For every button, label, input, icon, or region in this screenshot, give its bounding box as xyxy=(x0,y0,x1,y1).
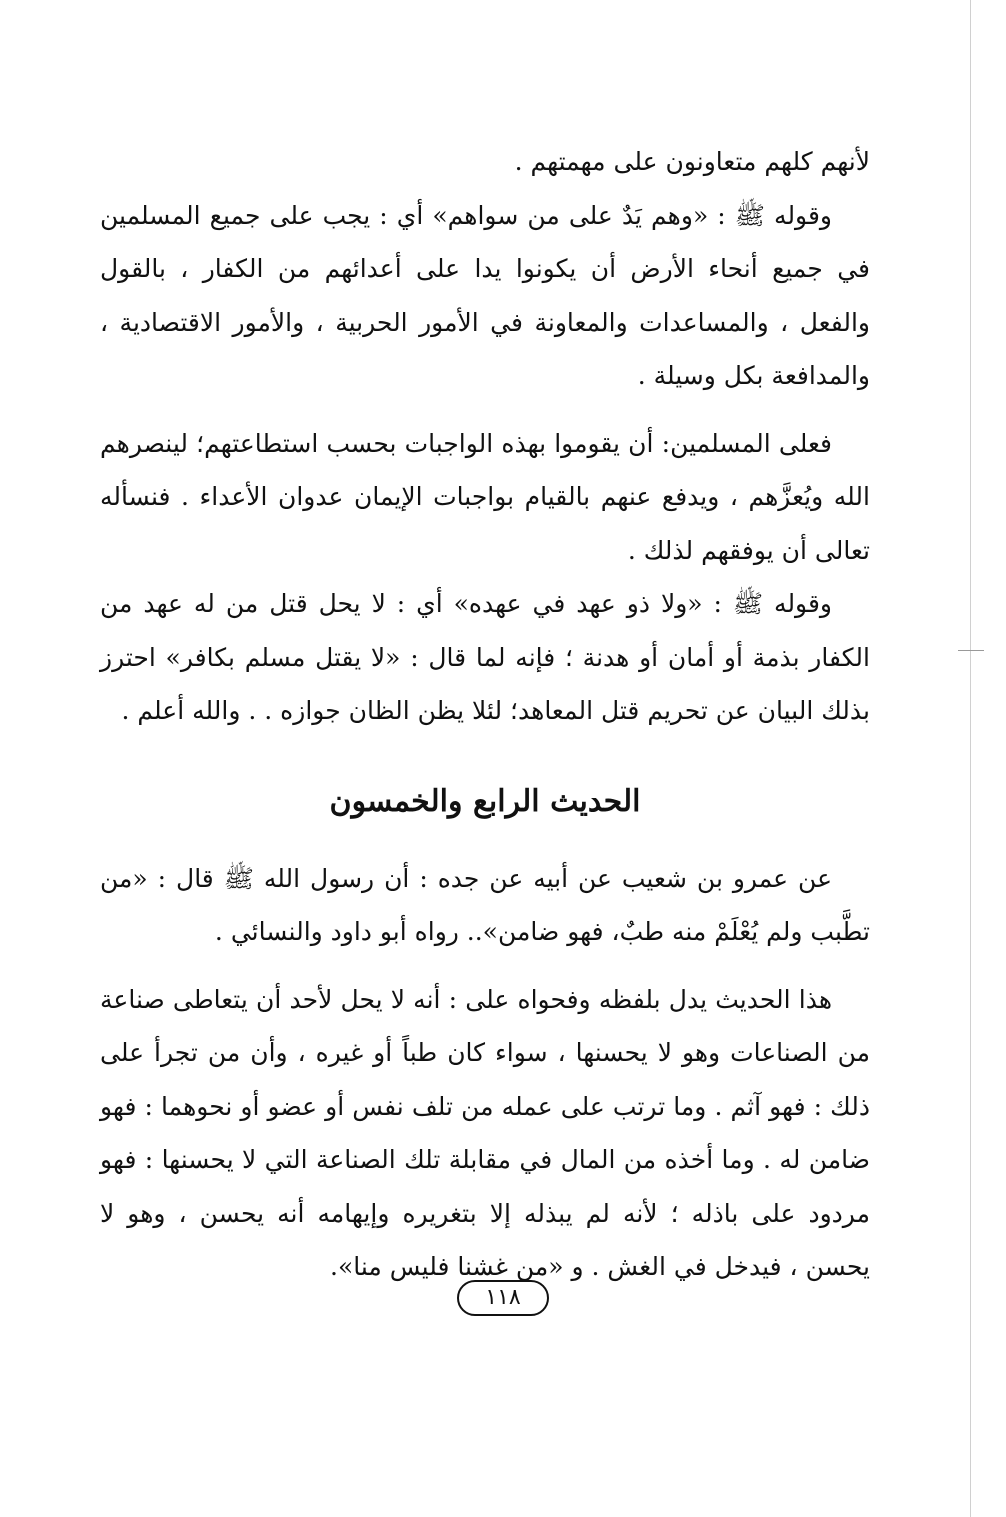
paragraph-4: وقوله ﷺ : «ولا ذو عهد في عهده» أي : لا يحل قتل من له عهد من الكفار بذمة أو أمان أو هدنة ؛ فإنه لما قال : «لا يقتل مسلم بكافر» احترز بذلك البيان عن تحريم قتل المعاهد؛ لئلا يظن الظان جوازه . . والله أعلم . xyxy=(100,589,870,725)
paragraph-gap xyxy=(100,959,870,973)
paragraph-3: فعلى المسلمين: أن يقوموا بهذه الواجبات بحسب استطاعتهم؛ لينصرهم الله ويُعزَّهم ، ويدفع عنهم بالقيام بواجبات الإيمان عدوان الأعداء . فنسأله تعالى أن يوفقهم لذلك . xyxy=(100,428,870,565)
page-number: ١١٨ xyxy=(457,1280,548,1316)
text-column xyxy=(100,135,870,1294)
paragraph-gap xyxy=(100,403,870,417)
paragraph-1: لأنهم كلهم متعاونون على مهمتهم . xyxy=(514,147,870,176)
section-heading: الحديث الرابع والخمسون xyxy=(329,783,641,819)
page-number-container xyxy=(0,1280,1006,1316)
paragraph-2: وقوله ﷺ : «وهم يَدٌ على من سواهم» أي : يجب على جميع المسلمين في جميع أنحاء الأرض أن يكونوا يدا على أعدائهم من الكفار ، بالقول والفعل ، والمساعدات والمعاونة في الأمور الحربية ، والأمور الاقتصادية ، والمدافعة بكل وسيلة . xyxy=(100,200,870,390)
page-edge-tick xyxy=(958,650,984,651)
paragraph-6: هذا الحديث يدل بلفظه وفحواه على : أنه لا يحل لأحد أن يتعاطى صناعة من الصناعات وهو لا يحسنها ، سواء كان طباً أو غيره ، وأن من تجرأ على ذلك : فهو آثم . وما ترتب على عمله من تلف نفس أو عضو أو نحوهما : فهو ضامن له . وما أخذه من المال في مقابلة تلك الصناعة التي لا يحسنها : فهو مردود على باذله ؛ لأنه لم يبذله إلا بتغريره وإيهامه أنه يحسن ، وهو لا يحسن ، فيدخل في الغش . و «من غشنا فليس منا». xyxy=(100,984,870,1281)
paragraph-5: عن عمرو بن شعيب عن أبيه عن جده : أن رسول الله ﷺ قال : «من تطَّبب ولم يُعْلَمْ منه طبٌ، فهو ضامن».. رواه أبو داود والنسائي . xyxy=(100,863,870,946)
